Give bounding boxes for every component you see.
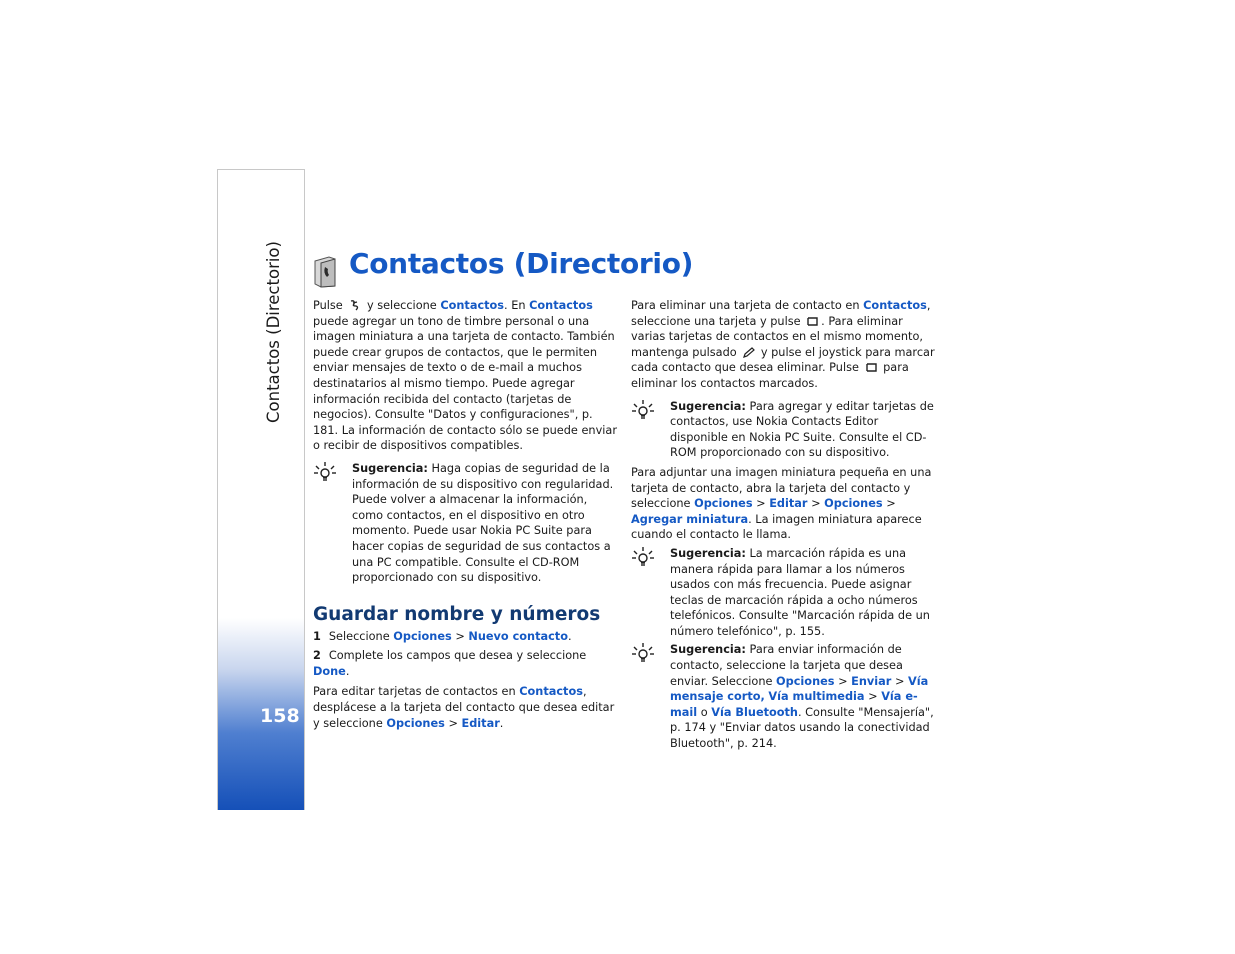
page-title: Contactos (Directorio) <box>349 247 694 280</box>
link-editar[interactable]: Editar <box>461 716 500 730</box>
tip-send-contact: Sugerencia: Para enviar información de contacto, seleccione la tarjeta que desea enviar. Seleccione Opciones > Enviar > Vía mensaje corto, Vía multimedia > Vía e-mail o Vía Bluetooth. Consulte "Mensajería", p. 174 y "Enviar datos usando la conectividad Bluetooth", p. 214. <box>631 642 935 751</box>
delete-paragraph: Para eliminar una tarjeta de contacto en Contactos, seleccione una tarjeta y pulse . Para eliminar varias tarjetas de contactos en el mismo momento, mantenga pulsado y pulse el joystick para marcar cada contacto que desea eliminar. Pulse para eliminar los contactos marcados. <box>631 299 935 390</box>
tip-backup: Sugerencia: Haga copias de seguridad de la información de su dispositivo con regularidad. Puede volver a almacenar la información, como contactos, en el dispositivo en otro momento. Puede usar Nokia PC Suite para hacer copias de seguridad de sus contactos a una PC compatible. Consulte el CD-ROM proporcionado con su dispositivo. <box>313 461 617 586</box>
clear-key-icon <box>865 362 878 373</box>
link-via-multimedia[interactable]: Vía multimedia <box>768 690 865 704</box>
left-column <box>313 298 618 731</box>
link-via-mensaje-corto[interactable]: Vía mensaje corto <box>670 674 929 704</box>
link-contactos[interactable]: Contactos <box>863 299 927 312</box>
edit-paragraph: Para editar tarjetas de contactos en Contactos, desplácese a la tarjeta del contacto que desea editar y seleccione Opciones > Editar. <box>313 685 615 730</box>
link-opciones[interactable]: Opciones <box>824 497 883 511</box>
thumbnail-paragraph: Para adjuntar una imagen miniatura pequeña en una tarjeta de contacto, abra la tarjeta del contacto y seleccione Opciones > Editar > Opciones > Agregar miniatura. La imagen miniatura aparece cuando el contacto le llama. <box>631 465 932 542</box>
link-via-bluetooth[interactable]: Vía Bluetooth <box>711 705 798 719</box>
link-opciones[interactable]: Opciones <box>694 497 753 511</box>
page-number: 158 <box>260 705 300 727</box>
link-enviar[interactable]: Enviar <box>851 674 892 688</box>
tip-lightbulb-icon <box>313 461 337 485</box>
link-contactos[interactable]: Contactos <box>440 299 505 312</box>
section-heading: Guardar nombre y números <box>313 603 601 625</box>
link-agregar-miniatura[interactable]: Agregar miniatura <box>631 512 749 526</box>
link-nuevo-contacto[interactable]: Nuevo contacto <box>468 629 568 643</box>
right-column <box>631 298 936 752</box>
link-contactos[interactable]: Contactos <box>519 685 583 699</box>
link-via-email[interactable]: Vía e-mail <box>670 690 918 719</box>
link-opciones[interactable]: Opciones <box>393 629 452 643</box>
link-opciones[interactable]: Opciones <box>386 716 445 730</box>
clear-key-icon <box>806 316 819 327</box>
link-opciones[interactable]: Opciones <box>776 674 835 688</box>
step-2: 2 Complete los campos que desea y seleccione Done. <box>313 649 587 678</box>
contacts-book-icon <box>313 255 337 288</box>
step-1: 1 Seleccione Opciones > Nuevo contacto. <box>313 629 572 643</box>
menu-key-icon <box>348 300 361 311</box>
intro-paragraph: Pulse y seleccione Contactos. En Contactos puede agregar un tono de timbre personal o una imagen miniatura a una tarjeta de contacto. También puede crear grupos de contactos, que le permiten enviar mensajes de texto o de e-mail a muchos destinatarios al mismo tiempo. Puede agregar información recibida del contacto (tarjetas de negocios). Consulte "Datos y configuraciones", p. 181. La información de contacto sólo se puede enviar o recibir de dispositivos compatibles. <box>313 299 617 453</box>
link-done[interactable]: Done <box>313 664 346 678</box>
tip-lightbulb-icon <box>631 546 655 570</box>
link-contactos[interactable]: Contactos <box>529 299 593 312</box>
tip-contacts-editor: Sugerencia: Para agregar y editar tarjetas de contactos, use Nokia Contacts Editor disponible en Nokia PC Suite. Consulte el CD-ROM proporcionado con su dispositivo. <box>631 399 935 461</box>
sidebar-section-title: Contactos (Directorio) <box>264 241 283 423</box>
tip-lightbulb-icon <box>631 399 655 423</box>
tip-lightbulb-icon <box>631 642 655 666</box>
link-editar[interactable]: Editar <box>769 497 808 511</box>
edit-key-icon <box>742 347 755 358</box>
tip-speed-dial: Sugerencia: La marcación rápida es una manera rápida para llamar a los números usados con más frecuencia. Puede asignar teclas de marcación rápida a ocho números telefónicos. Consulte "Marcación rápida de un número telefónico", p. 155. <box>631 546 935 640</box>
